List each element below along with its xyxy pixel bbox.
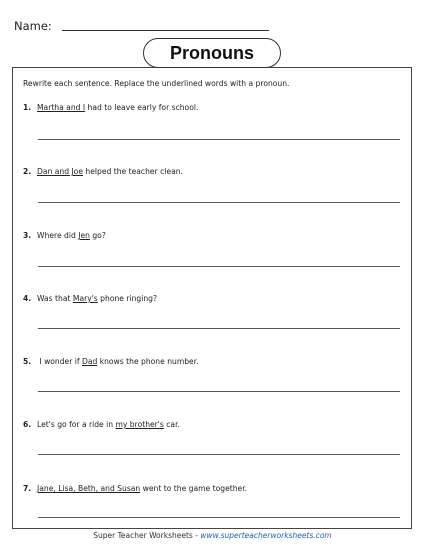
name-blank-line[interactable] (62, 30, 269, 31)
question-number: 4. (23, 294, 32, 303)
name-label: Name: (14, 19, 52, 33)
question-number: 5. (23, 357, 32, 366)
footer-text: Super Teacher Worksheets - (93, 531, 201, 540)
question-4: 4. Was that Mary's phone ringing? (23, 294, 157, 303)
question-1: 1. Martha and I had to leave early for school. (23, 103, 199, 112)
footer (0, 531, 425, 540)
underlined-words: my brother's (115, 420, 164, 429)
underlined-words: Jane, Lisa, Beth, and Susan (37, 484, 141, 493)
underlined-words: Martha and I (37, 103, 86, 112)
answer-line-4[interactable] (38, 328, 400, 329)
question-number: 2. (23, 167, 32, 176)
question-2: 2. Dan and Joe helped the teacher clean. (23, 167, 183, 176)
instructions: Rewrite each sentence. Replace the underlined words with a pronoun. (23, 79, 290, 88)
footer-link[interactable]: www.superteacherworksheets.com (200, 531, 332, 540)
answer-line-5[interactable] (38, 391, 400, 392)
question-3: 3. Where did Jen go? (23, 231, 106, 240)
question-7: 7. Jane, Lisa, Beth, and Susan went to the game together. (23, 484, 248, 493)
question-number: 3. (23, 231, 32, 240)
answer-line-3[interactable] (38, 266, 400, 267)
question-6: 6. Let's go for a ride in my brother's car. (23, 420, 180, 429)
answer-line-7[interactable] (38, 517, 400, 518)
answer-line-1[interactable] (38, 139, 400, 140)
question-number: 6. (23, 420, 32, 429)
worksheet-title: Pronouns (143, 38, 281, 68)
question-number: 7. (23, 484, 32, 493)
answer-line-2[interactable] (38, 202, 400, 203)
underlined-words: Dan and Joe (37, 167, 83, 176)
question-5: 5. I wonder if Dad knows the phone number. (23, 357, 199, 366)
answer-line-6[interactable] (38, 454, 400, 455)
question-number: 1. (23, 103, 32, 112)
underlined-words: Dad (81, 357, 98, 366)
underlined-words: Mary's (72, 294, 98, 303)
underlined-words: Jen (78, 231, 90, 240)
